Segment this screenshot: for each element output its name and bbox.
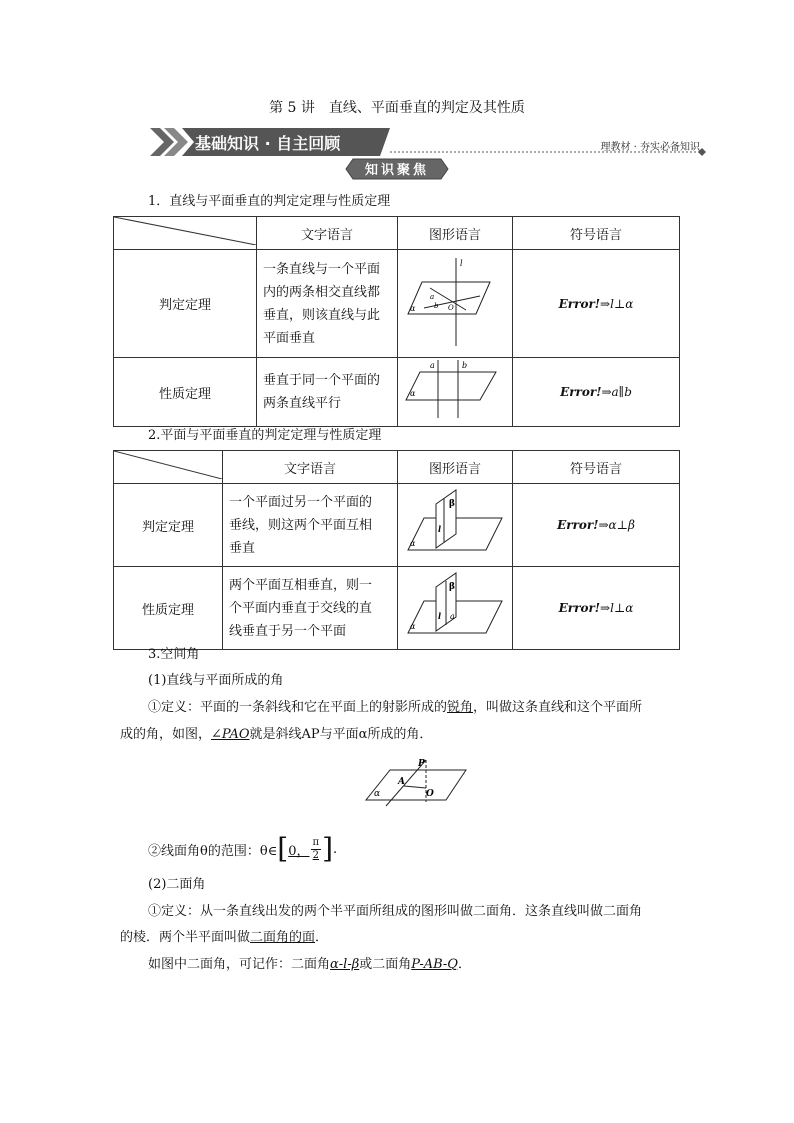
row-text <box>257 250 398 358</box>
row-text <box>257 358 398 427</box>
section1-heading: 1．直线与平面垂直的判定定理与性质定理 <box>148 194 391 209</box>
svg-text:α: α <box>410 622 416 631</box>
text-line: 垂直于同一个平面的 <box>263 373 381 388</box>
row-text <box>223 567 398 650</box>
header-text: 文字语言 <box>257 217 398 250</box>
underlined-term: 二面角的面 <box>250 930 316 945</box>
symbol-cell: Error!⇒l⊥α <box>513 250 680 358</box>
parallel-lines-figure <box>400 358 510 422</box>
row-name: 性质定理 <box>114 567 223 650</box>
svg-text:α: α <box>374 789 381 799</box>
figure-cell <box>398 250 513 358</box>
text-line: 两条直线平行 <box>263 396 342 411</box>
banner-label: 基础知识 · 自主回顾 <box>195 134 341 153</box>
svg-text:a: a <box>450 612 455 621</box>
text-line: 垂线，则这两个平面互相 <box>229 517 373 533</box>
banner-right-text: 理教材 · 夯实必备知识 <box>600 142 700 153</box>
svg-text:A: A <box>398 777 405 787</box>
table-line-plane <box>113 216 680 427</box>
text-line: 垂直 <box>229 540 256 556</box>
page-title: 第 5 讲 直线、平面垂直的判定及其性质 <box>269 100 525 116</box>
svg-text:l: l <box>438 524 442 534</box>
header-figure: 图形语言 <box>398 217 513 250</box>
section3-heading: 3.空间角 <box>148 647 200 662</box>
svg-text:a: a <box>430 292 435 301</box>
line-perp-plane-figure <box>400 252 510 352</box>
svg-text:α: α <box>410 389 416 398</box>
section2-heading: 2.平面与平面垂直的判定定理与性质定理 <box>148 428 382 443</box>
diagonal-header-cell <box>114 217 257 250</box>
figure-cell <box>398 484 513 567</box>
row-text <box>223 484 398 567</box>
definition-1-line-2: 成的角，如图，∠PAO就是斜线AP与平面α所成的角． <box>120 727 433 742</box>
text-line: 一条直线与一个平面 <box>263 261 381 277</box>
svg-text:O: O <box>448 303 454 312</box>
svg-text:α: α <box>410 539 416 548</box>
header-figure: 图形语言 <box>398 451 513 484</box>
text-line: 内的两条相交直线都 <box>263 284 381 300</box>
header-text: 文字语言 <box>223 451 398 484</box>
definition-1-line-1: ①定义：平面的一条斜线和它在平面上的射影所成的锐角，叫做这条直线和这个平面所 <box>148 700 643 715</box>
row-name: 性质定理 <box>114 358 257 427</box>
subheading-line-plane-angle: (1)直线与平面所成的角 <box>148 673 284 688</box>
svg-text:β: β <box>449 582 455 592</box>
table-plane-plane <box>113 450 680 650</box>
range-zero: 0， <box>288 843 310 859</box>
left-bracket: [ <box>277 832 289 865</box>
subheading-dihedral: (2)二面角 <box>148 877 206 892</box>
underlined-notation: P-AB-Q <box>411 957 458 972</box>
range-line: ②线面角θ的范围：θ∈ [ 0， π 2 ] . <box>148 832 338 865</box>
text-line: 两个平面互相垂直，则一 <box>229 577 373 593</box>
svg-text:P: P <box>418 759 425 769</box>
right-bracket: ] <box>322 832 334 865</box>
svg-text:α: α <box>410 303 416 313</box>
text-line: 个平面内垂直于交线的直 <box>229 600 373 616</box>
line-plane-angle-figure <box>362 756 472 808</box>
underlined-notation: α-l-β <box>330 957 360 972</box>
symbol-cell: Error!⇒l⊥α <box>513 567 680 650</box>
symbol-cell: Error!⇒α⊥β <box>513 484 680 567</box>
text-line: 平面垂直 <box>263 330 316 346</box>
svg-text:b: b <box>434 301 439 310</box>
row-name: 判定定理 <box>114 484 223 567</box>
underlined-term: ∠PAO <box>211 727 250 742</box>
figure-cell <box>398 358 513 427</box>
diagonal-line <box>114 451 222 479</box>
header-symbol: 符号语言 <box>513 217 680 250</box>
svg-text:a: a <box>430 361 435 370</box>
pi-over-two: π 2 <box>312 836 320 861</box>
svg-text:β: β <box>449 499 455 509</box>
svg-text:l: l <box>438 611 442 621</box>
underlined-term: 锐角 <box>447 700 474 715</box>
plane-perp-figure <box>400 484 510 562</box>
text-line: 垂直，则该直线与此 <box>263 307 381 323</box>
figure-cell <box>398 567 513 650</box>
definition-2-line-2: 的棱．两个半平面叫做二面角的面． <box>120 930 329 945</box>
tag-label: 知识聚焦 <box>364 163 429 178</box>
text-line: 一个平面过另一个平面的 <box>229 494 373 510</box>
svg-text:O: O <box>426 789 434 799</box>
header-symbol: 符号语言 <box>513 451 680 484</box>
svg-text:b: b <box>462 361 468 370</box>
row-name: 判定定理 <box>114 250 257 358</box>
diagonal-line <box>114 217 256 245</box>
plane-perp-property-figure <box>400 567 510 645</box>
svg-text:l: l <box>460 258 463 268</box>
symbol-cell: Error!⇒a∥b <box>513 358 680 427</box>
text-line: 线垂直于另一个平面 <box>229 623 347 639</box>
definition-2-line-1: ①定义：从一条直线出发的两个半平面所组成的图形叫做二面角．这条直线叫做二面角 <box>148 904 643 919</box>
diagonal-header-cell <box>114 451 223 484</box>
notation-line: 如图中二面角，可记作：二面角α-l-β或二面角P-AB-Q． <box>148 957 471 972</box>
